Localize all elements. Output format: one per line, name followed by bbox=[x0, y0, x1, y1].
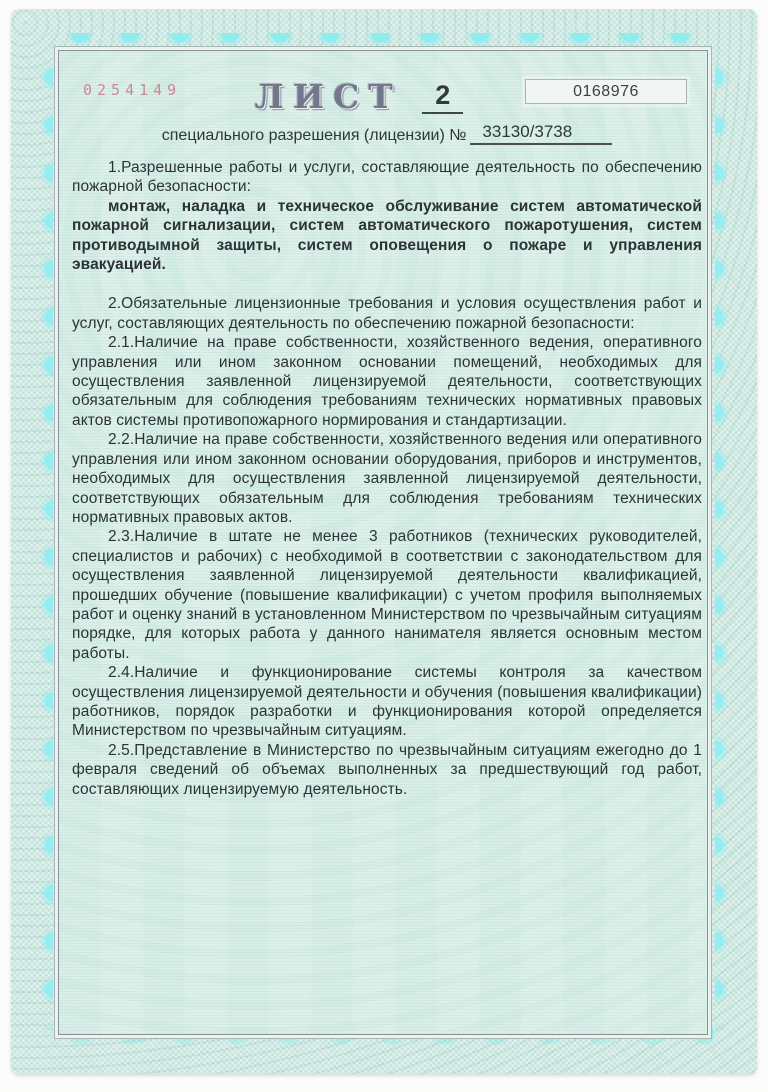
form-number: 0168976 bbox=[573, 82, 639, 100]
blank-serial-number: 0254149 bbox=[83, 81, 182, 99]
paragraph-permitted-works-intro: 1.Разрешенные работы и услуги, составляющие деятельность по обеспечению пожарной безопасности: bbox=[72, 159, 702, 196]
paragraph-requirement-2-5: 2.5.Представление в Министерство по чрезвычайным ситуациям ежегодно до 1 февраля сведений об объемах выполненных за предшествующий год работ, составляющих лицензируемую деятельность. bbox=[72, 741, 702, 798]
license-text bbox=[72, 158, 702, 799]
subtitle-label: специального разрешения (лицензии) № bbox=[161, 127, 467, 144]
license-number: 33130/3738 bbox=[470, 122, 612, 145]
sheet-number: 2 bbox=[422, 79, 463, 114]
paragraph-requirement-2-2: 2.2.Наличие на праве собственности, хозяйственного ведения или оперативного управления или ином законном основании оборудования, приборов и инструментов, необходимых для осуществления заявленной лицензируемой деятельности, соответствующих обязательным для соблюдения требованиям технических нормативных правовых актов. bbox=[72, 431, 702, 526]
paragraph-requirements-intro: 2.Обязательные лицензионные требования и условия осуществления работ и услуг, составляющих деятельность по обеспечению пожарной безопасности: bbox=[72, 295, 702, 332]
content-frame bbox=[58, 50, 708, 1035]
paragraph-requirement-2-3: 2.3.Наличие в штате не менее 3 работников (технических руководителей, специалистов и рабочих) с необходимой в соответствии с законодательством для осуществления заявленной лицензируемой деятельности квалификацией, прошедших обучение (повышение квалификации) с учетом профиля выполняемых работ и оценку знаний в установленном Министерством по чрезвычайным ситуациям порядке, для которых работа у данного нанимателя является основным местом работы. bbox=[72, 528, 702, 662]
sheet-word: ЛИСТ bbox=[254, 77, 402, 116]
border-scallops-left bbox=[33, 53, 53, 1030]
paragraph-permitted-works-list: монтаж, наладка и техническое обслуживание систем автоматической пожарной сигнализации, систем автоматического пожаротушения, систем противодымной защиты, систем оповещения о пожаре и управления эвакуацией. bbox=[72, 197, 702, 274]
border-scallops-right bbox=[715, 53, 735, 1030]
subtitle bbox=[72, 122, 702, 145]
sheet-title bbox=[44, 77, 674, 119]
paragraph-requirement-2-1: 2.1.Наличие на праве собственности, хозяйственного ведения, оперативного управления или ином законном основании помещений, необходимых для осуществления заявленной лицензируемой деятельности, соответствующих обязательным для соблюдения требованиям технических нормативных правовых актов системы противопожарного нормирования и стандартизации. bbox=[72, 334, 702, 429]
paragraph-requirement-2-4: 2.4.Наличие и функционирование системы контроля за качеством осуществления лицензируемой деятельности и обучения (повышения квалификации) работников, порядок разработки и функционирования которой определяется Министерством по чрезвычайным ситуациям. bbox=[72, 664, 702, 740]
